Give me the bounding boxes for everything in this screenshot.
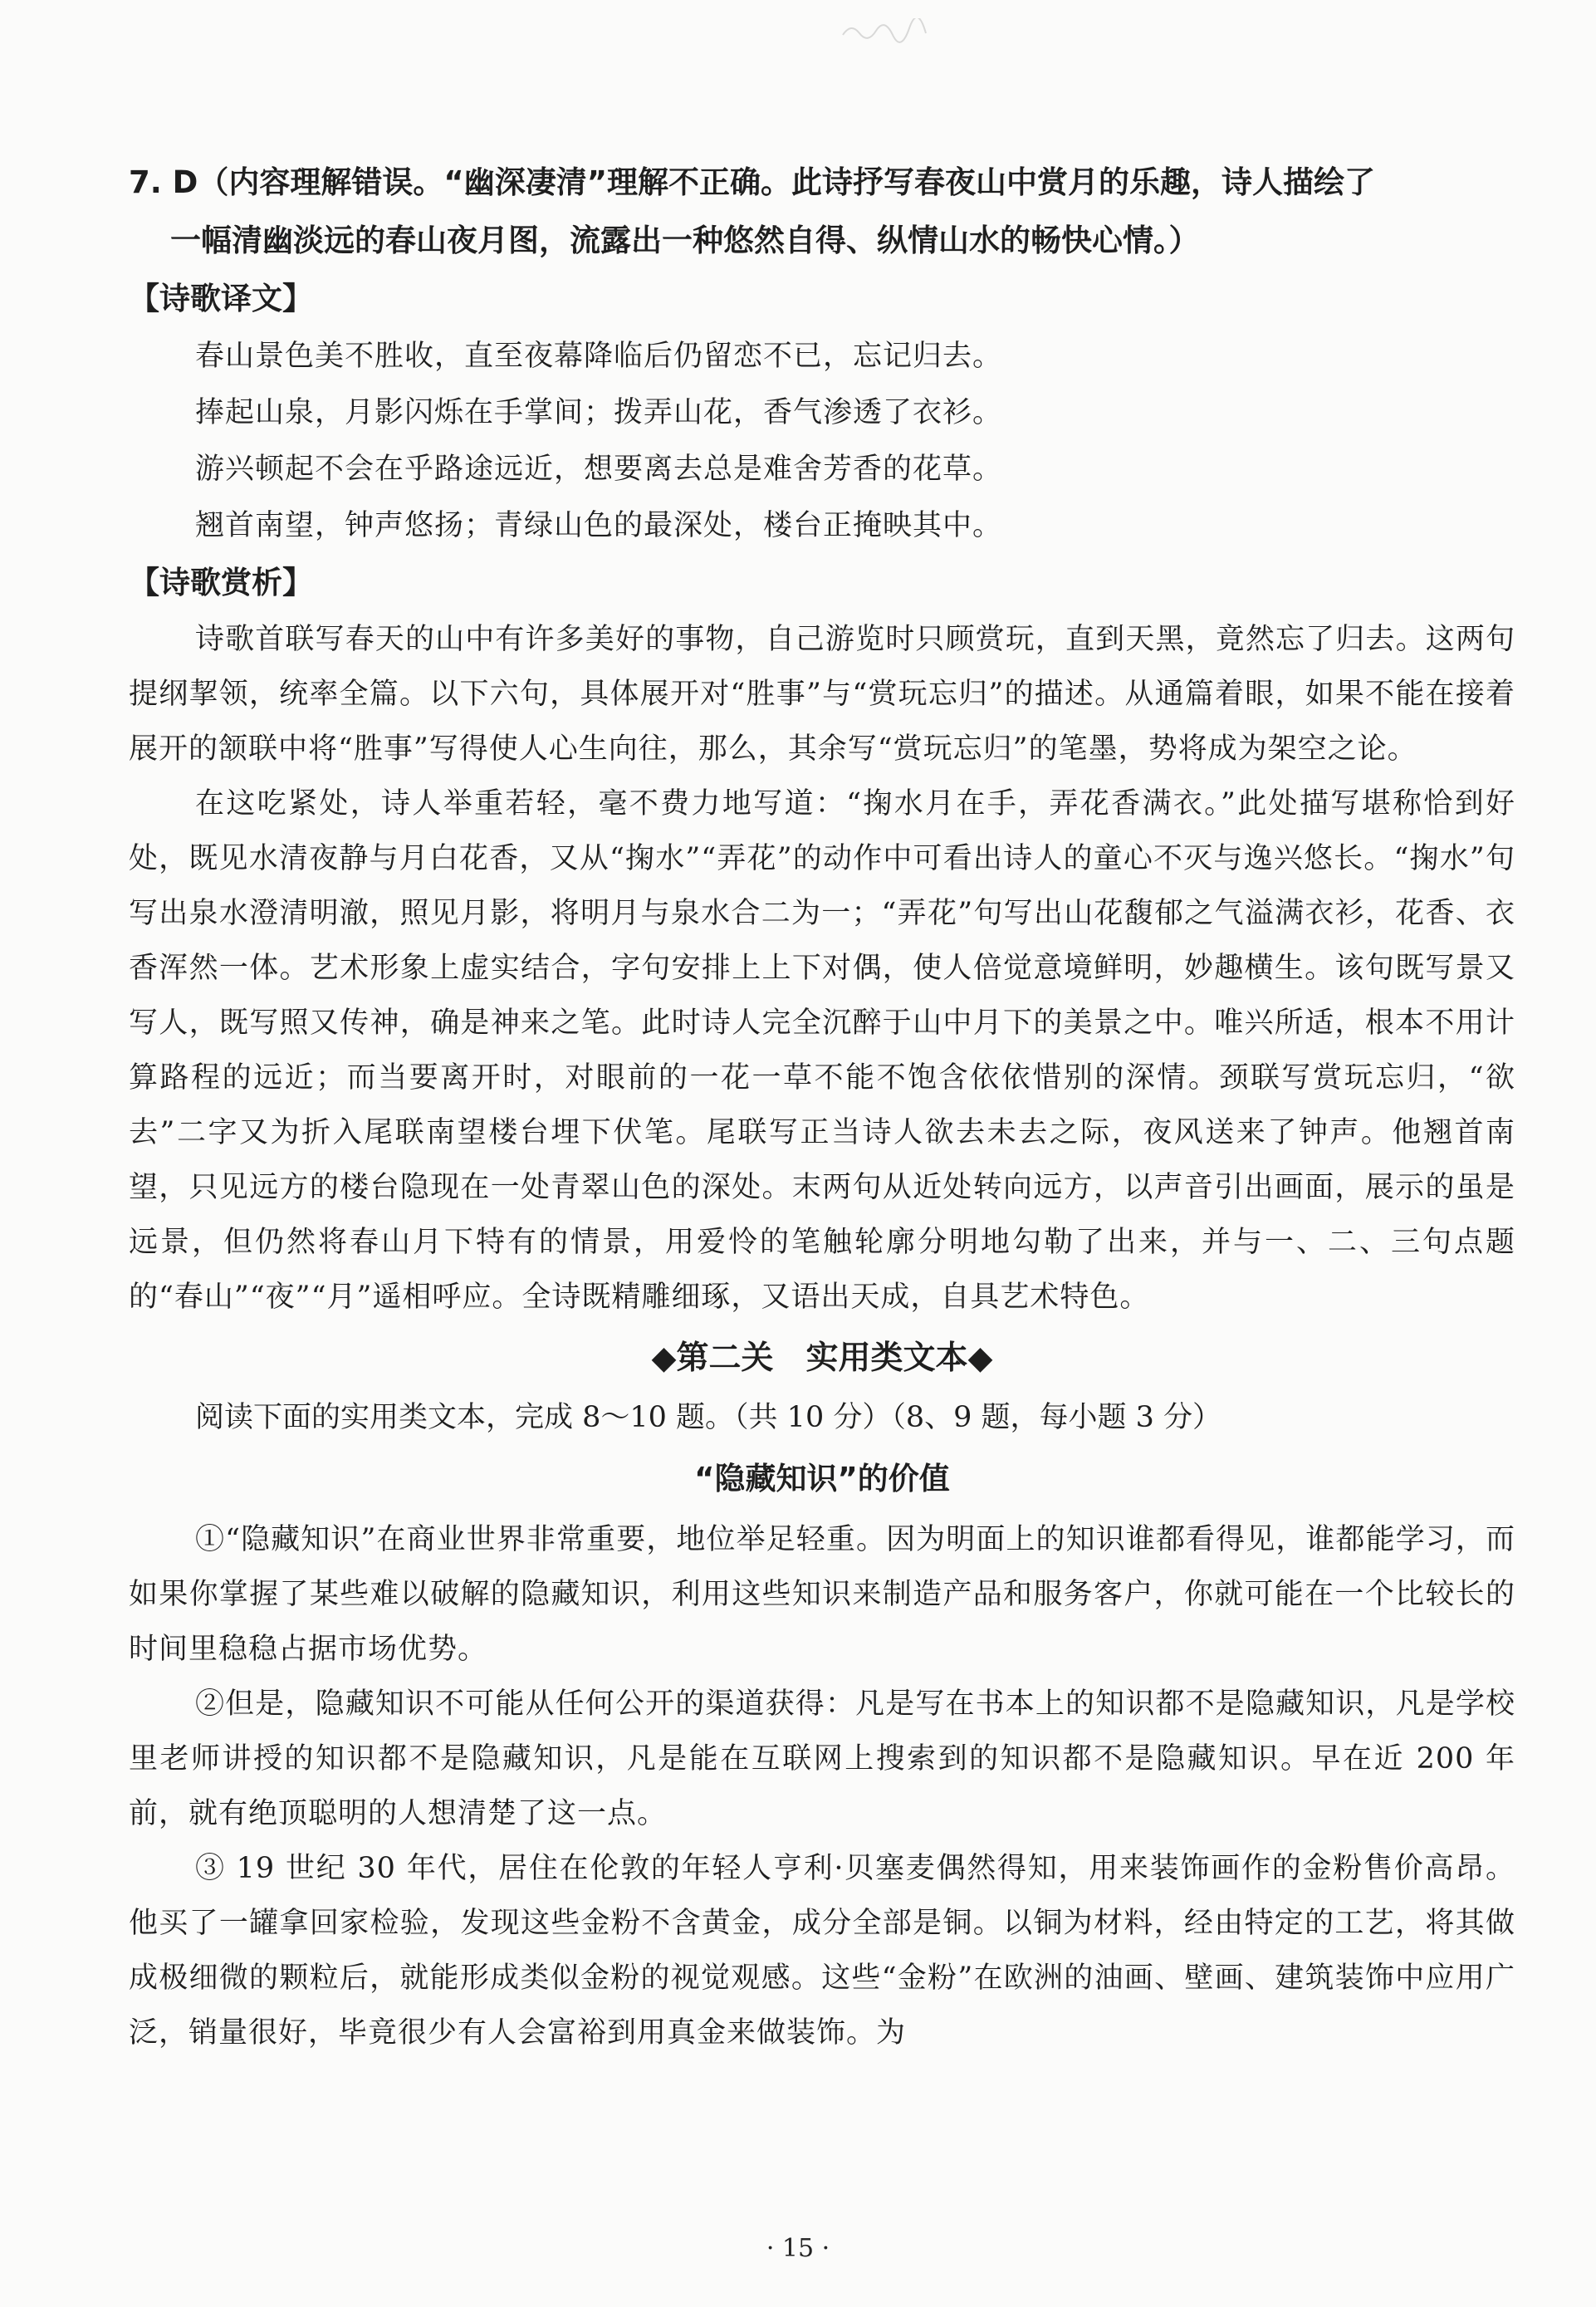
answer-line-2: 一幅清幽淡远的春山夜月图，流露出一种悠然自得、纵情山水的畅快心情。） bbox=[170, 223, 1200, 258]
part-two-title: ◆第二关 实用类文本◆ bbox=[651, 1340, 993, 1377]
part-two-instruction: 阅读下面的实用类文本，完成 8～10 题。（共 10 分）（8、9 题，每小题 3 分） bbox=[195, 1401, 1222, 1434]
page-number: · 15 · bbox=[766, 2234, 830, 2263]
article-paragraph: ②但是，隐藏知识不可能从任何公开的渠道获得：凡是写在书本上的知识都不是隐藏知识，凡是学校里老师讲授的知识都不是隐藏知识，凡是能在互联网上搜索到的知识都不是隐藏知识。早在近 200 年前，就有绝顶聪明的人想清楚了这一点。 bbox=[129, 1687, 1515, 1830]
answer-line-1: 7. D（内容理解错误。“幽深凄清”理解不正确。此诗抒写春夜山中赏月的乐趣，诗人描绘了 bbox=[129, 164, 1376, 200]
article-title: “隐藏知识”的价值 bbox=[694, 1461, 950, 1496]
scan-artifact-mark bbox=[839, 18, 930, 43]
appreciation-paragraph: 诗歌首联写春天的山中有许多美好的事物，自己游览时只顾赏玩，直到天黑，竟然忘了归去。这两句提纲挈领，统率全篇。以下六句，具体展开对“胜事”与“赏玩忘归”的描述。从通篇着眼，如果不能在接着展开的颔联中将“胜事”写得使人心生向往，那么，其余写“赏玩忘归”的笔墨，势将成为架空之论。 bbox=[129, 623, 1515, 766]
appreciation-heading: 【诗歌赏析】 bbox=[129, 565, 313, 600]
appreciation-paragraph: 在这吃紧处，诗人举重若轻，毫不费力地写道：“掬水月在手，弄花香满衣。”此处描写堪称恰到好处，既见水清夜静与月白花香，又从“掬水”“弄花”的动作中可看出诗人的童心不灭与逸兴悠长。“掬水”句写出泉水澄清明澈，照见月影，将明月与泉水合二为一；“弄花”句写出山花馥郁之气溢满衣衫，花香、衣香浑然一体。艺术形象上虚实结合，字句安排上上下对偶，使人倍觉意境鲜明，妙趣横生。该句既写景又写人，既写照又传神，确是神来之笔。此时诗人完全沉醉于山中月下的美景之中。唯兴所适，根本不用计算路程的远近；而当要离开时，对眼前的一花一草不能不饱含依依惜别的深情。颈联写赏玩忘归，“欲去”二字又为折入尾联南望楼台埋下伏笔。尾联写正当诗人欲去未去之际，夜风送来了钟声。他翘首南望，只见远方的楼台隐现在一处青翠山色的深处。末两句从近处转向远方，以声音引出画面，展示的虽是远景，但仍然将春山月下特有的情景，用爱怜的笔触轮廓分明地勾勒了出来，并与一、二、三句点题的“春山”“夜”“月”遥相呼应。全诗既精雕细琢，又语出天成，自具艺术特色。 bbox=[129, 787, 1515, 1314]
answer-explanation bbox=[129, 154, 1515, 270]
document-page bbox=[129, 154, 1515, 2060]
translation-line: 捧起山泉，月影闪烁在手掌间；拨弄山花，香气渗透了衣衫。 bbox=[195, 396, 1003, 429]
article-paragraph: ①“隐藏知识”在商业世界非常重要，地位举足轻重。因为明面上的知识谁都看得见，谁都能学习，而如果你掌握了某些难以破解的隐藏知识，利用这些知识来制造产品和服务客户，你就可能在一个比较长的时间里稳稳占据市场优势。 bbox=[129, 1523, 1515, 1666]
translation-line: 春山景色美不胜收，直至夜幕降临后仍留恋不已，忘记归去。 bbox=[195, 340, 1003, 373]
translation-heading: 【诗歌译文】 bbox=[129, 281, 313, 316]
translation-line: 翘首南望，钟声悠扬；青绿山色的最深处，楼台正掩映其中。 bbox=[195, 509, 1003, 542]
article-paragraph: ③ 19 世纪 30 年代，居住在伦敦的年轻人亨利·贝塞麦偶然得知，用来装饰画作的金粉售价高昂。他买了一罐拿回家检验，发现这些金粉不含黄金，成分全部是铜。以铜为材料，经由特定的工艺，将其做成极细微的颗粒后，就能形成类似金粉的视觉观感。这些“金粉”在欧洲的油画、壁画、建筑装饰中应用广泛，销量很好，毕竟很少有人会富裕到用真金来做装饰。为 bbox=[129, 1852, 1515, 2050]
translation-line: 游兴顿起不会在乎路途远近，想要离去总是难舍芳香的花草。 bbox=[195, 453, 1003, 486]
